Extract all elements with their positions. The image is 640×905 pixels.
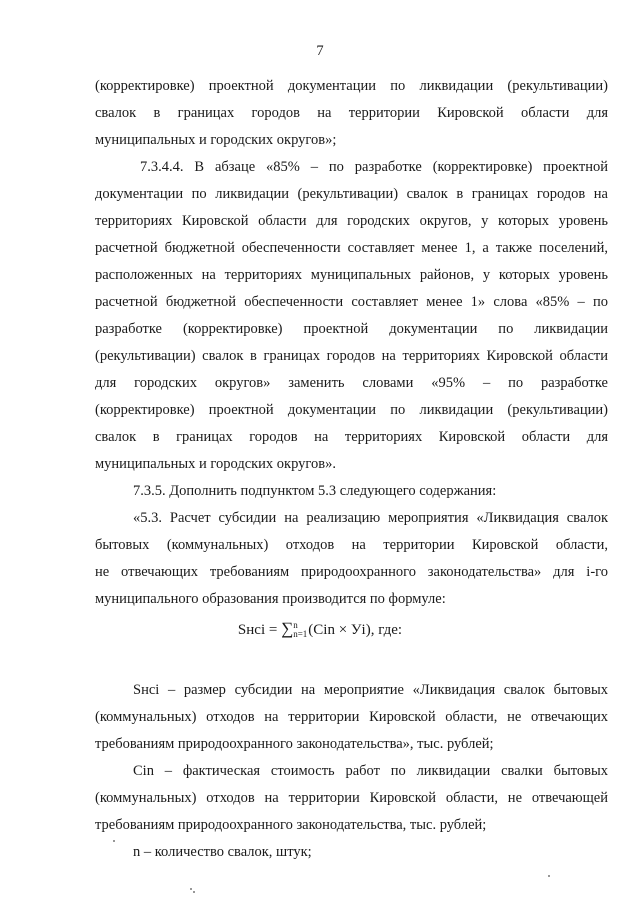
text-line: документации по ликвидации (рекультивации) свалок в границах городов на xyxy=(95,186,608,202)
text-line: (коммунальных) отходов на территории Кировской области, не отвечающей xyxy=(95,790,608,806)
text-line: разработке (корректировке) проектной документации по ликвидации xyxy=(95,321,608,337)
text-line: бытовых (коммунальных) отходов на территории Кировской области, xyxy=(95,537,608,553)
text-line: муниципальных и городских округов»; xyxy=(95,132,337,148)
text-line: 7.3.5. Дополнить подпунктом 5.3 следующего содержания: xyxy=(133,483,497,499)
text-line: Cin – фактическая стоимость работ по ликвидации свалки бытовых xyxy=(133,763,608,779)
formula-sub: n=1 xyxy=(293,629,308,639)
text-line: муниципального образования производится по формуле: xyxy=(95,591,446,607)
text-line: 7.3.4.4. В абзаце «85% – по разработке (корректировке) проектной xyxy=(140,159,608,175)
text-line: n – количество свалок, штук; xyxy=(133,844,312,860)
text-line: для городских округов» заменить словами «95% – по разработке xyxy=(95,375,608,391)
text-line: муниципальных и городских округов». xyxy=(95,456,336,472)
formula-lhs: Sнсi xyxy=(237,622,266,638)
text-line: (коммунальных) отходов на территории Кировской области, не отвечающих xyxy=(95,709,608,725)
scan-speck xyxy=(113,840,115,842)
text-line: расчетной бюджетной обеспеченности составляет менее 1» слова «85% – по xyxy=(95,294,608,310)
text-line: расчетной бюджетной обеспеченности составляет менее 1, а также поселений, xyxy=(95,240,608,256)
text-line: (рекультивации) свалок в границах городов на территориях Кировской области xyxy=(95,348,608,364)
text-line: требованиям природоохранного законодательства, тыс. рублей; xyxy=(95,817,487,833)
text-line: территориях Кировской области для городских округов, у которых уровень xyxy=(95,213,608,229)
formula-sup: n xyxy=(293,620,298,630)
page-number: 7 xyxy=(316,43,324,59)
text-line: свалок в границах городов на территории Кировской области для xyxy=(95,105,608,121)
text-line: расположенных на территориях муниципальных районов, у которых уровень xyxy=(95,267,608,283)
scan-speck xyxy=(193,891,195,893)
scan-speck xyxy=(548,875,550,877)
formula xyxy=(0,619,640,640)
text-line: (корректировке) проектной документации по ликвидации (рекультивации) xyxy=(95,402,608,418)
scan-speck xyxy=(190,888,192,890)
text-line: (корректировке) проектной документации по ликвидации (рекультивации) xyxy=(95,78,608,94)
formula-body: (Cin × Уi), где: xyxy=(308,622,403,638)
text-line: «5.3. Расчет субсидии на реализацию мероприятия «Ликвидация свалок xyxy=(133,510,608,526)
text-line: Sнсi – размер субсидии на мероприятие «Ликвидация свалок бытовых xyxy=(133,682,608,698)
text-line: требованиям природоохранного законодательства», тыс. рублей; xyxy=(95,736,494,752)
text-line: свалок в границах городов на территориях Кировской области для xyxy=(95,429,608,445)
formula-sigma: ∑ xyxy=(281,619,294,638)
text-line: не отвечающих требованиям природоохранного законодательства» для i-го xyxy=(95,564,608,580)
formula-equals: = xyxy=(265,622,282,638)
